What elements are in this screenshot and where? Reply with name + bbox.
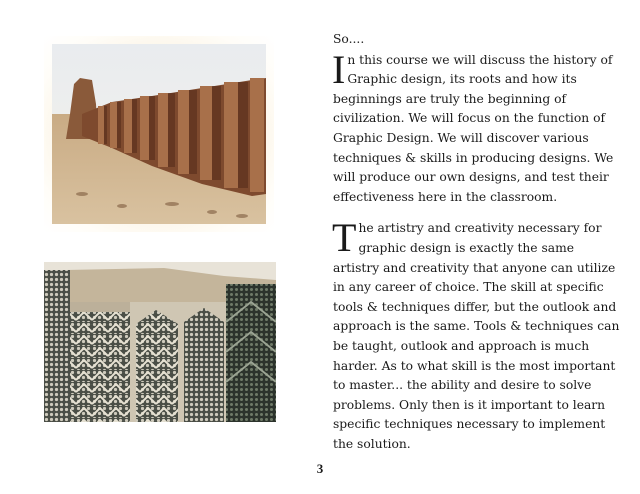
intro-heading: So.... <box>333 32 365 46</box>
cone-mosaic-columns-photo <box>44 262 276 422</box>
intro-dropcap: I <box>332 46 346 92</box>
text-column <box>333 30 623 454</box>
second-dropcap: T <box>332 215 357 261</box>
page-number: 3 <box>316 461 324 476</box>
mud-brick-wall-image <box>52 44 266 224</box>
cone-mosaic-columns-image <box>44 262 276 422</box>
mud-brick-wall-photo <box>44 36 274 232</box>
intro-paragraph <box>332 46 623 208</box>
second-paragraph <box>332 215 623 454</box>
intro-body: n this course we will discuss the history of Graphic design, its roots and how its beginnings are truly the beginning of civilization. We will focus on the function of Graphic Design. We will discover various techniques & skills in producing designs. We will produce our own designs, and test their effectiveness here in the classroom. <box>333 52 614 204</box>
second-body: he artistry and creativity necessary for graphic design is exactly the same artistry and creativity that anyone can utilize in any career of choice. The skill at specific tools & techniques differ, but the outlook and approach is the same. Tools & techniques can be taught, outlook and approach is much harder. As to what skill is the most important to master... the ability and desire to solve problems. Only then is it important to learn specific techniques necessary to implement the solution. <box>333 221 620 451</box>
